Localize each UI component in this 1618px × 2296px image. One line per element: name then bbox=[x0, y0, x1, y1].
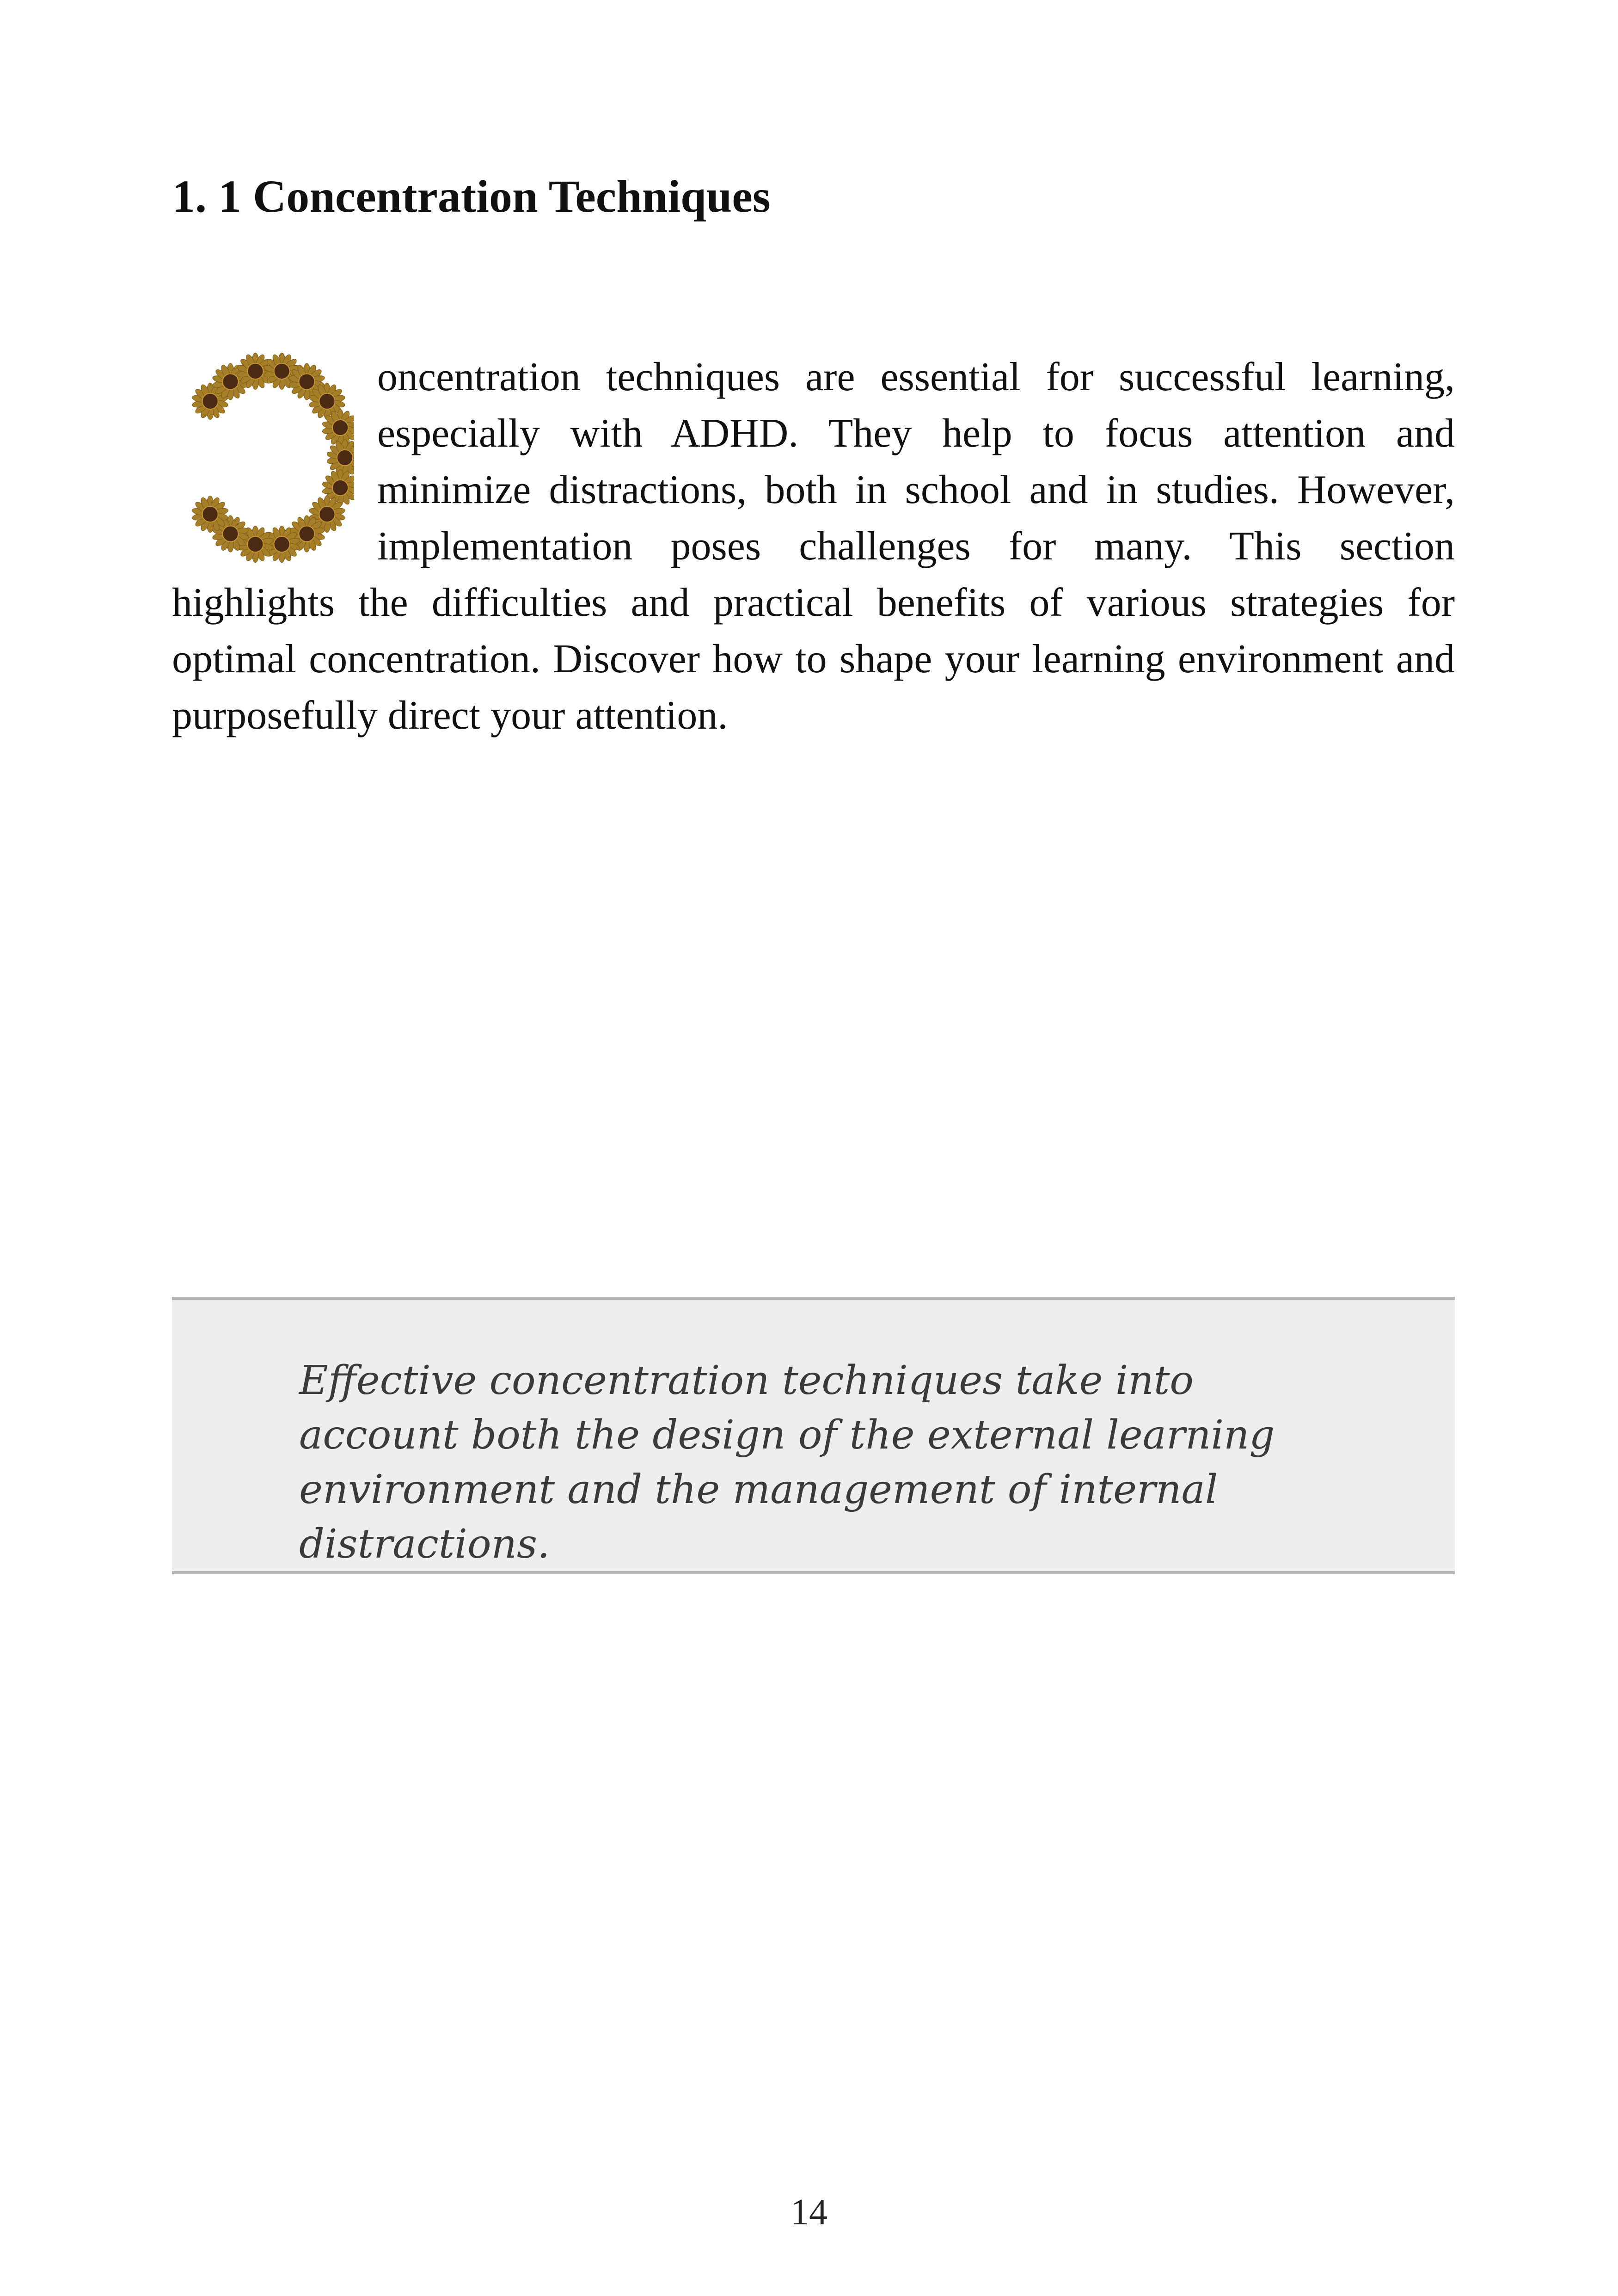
sunflower-dropcap-icon bbox=[169, 349, 354, 566]
callout-box bbox=[172, 1297, 1455, 1574]
section-heading: 1. 1 Concentration Techniques bbox=[172, 171, 771, 222]
page-number: 14 bbox=[791, 2192, 827, 2233]
intro-paragraph-text: oncentration techniques are essential for successful learning, especially with ADHD. They help to focus attention and minimize distractions, both in school and in studies. However, implementation poses challenges for many. This section highlights the difficulties and practical benefits of various strategies for optimal concentration. Discover how to shape your learning environment and purposefully direct your attention. bbox=[172, 355, 1455, 738]
intro-paragraph bbox=[172, 349, 1455, 744]
callout-text: Effective concentration techniques take into account both the design of the external learning environment and the management of internal distractions. bbox=[299, 1357, 1275, 1567]
